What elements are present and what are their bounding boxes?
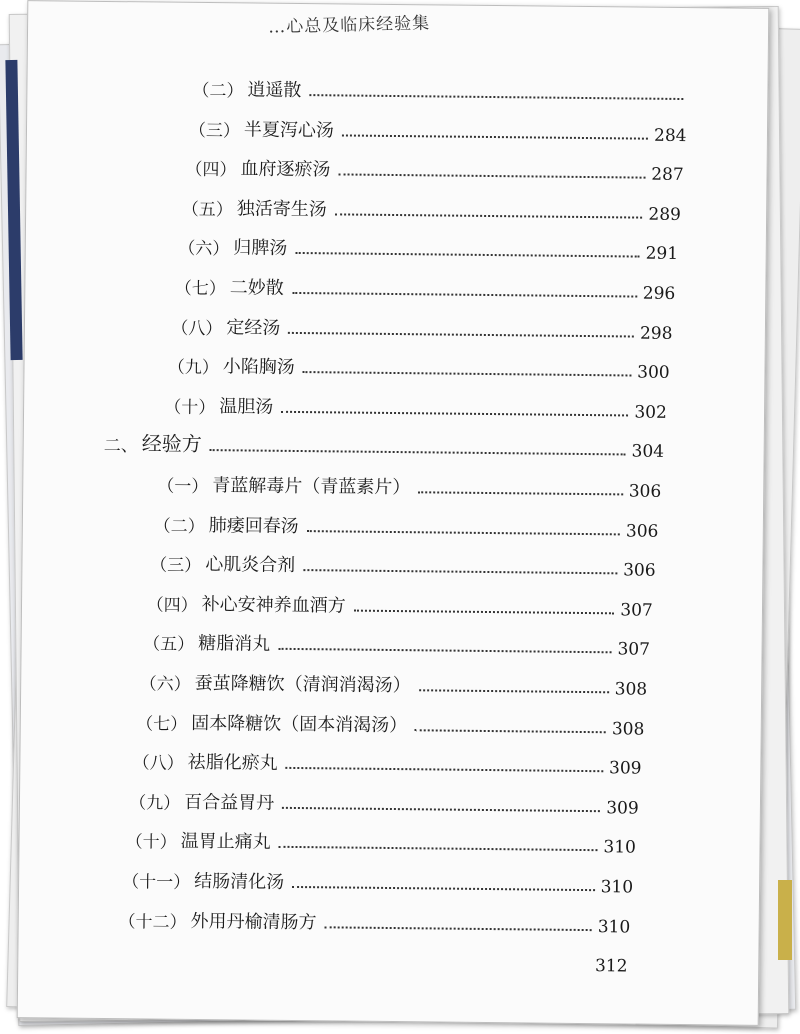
toc-page (17, 0, 770, 1026)
toc-entry-row (150, 546, 656, 581)
toc-page-number: 300 (637, 362, 670, 384)
toc-page-number: 306 (628, 481, 662, 502)
dot-leader (342, 133, 648, 139)
dot-leader (307, 529, 620, 535)
toc-entry-number: （六） (178, 239, 230, 260)
dot-leader (292, 885, 595, 891)
toc-entry-title: 蚕茧降糖饮（清润消渴汤） (194, 672, 411, 697)
book-cover-edge (778, 880, 792, 960)
toc-page-number: 308 (611, 718, 645, 740)
toc-entry-title: 祛脂化瘀丸 (187, 752, 278, 774)
dot-leader (279, 845, 598, 851)
toc-entry-row (171, 308, 672, 343)
toc-entry-title: 独活寄生汤 (236, 198, 327, 221)
toc-entry-title: 外用丹榆清肠方 (190, 910, 317, 933)
dot-leader (288, 330, 634, 337)
toc-page-number: 310 (603, 837, 637, 858)
toc-entry-number: （十） (164, 397, 216, 418)
toc-entry-title: 心肌炎合剂 (205, 554, 296, 577)
toc-entry-number: （五） (181, 199, 233, 221)
toc-page-number: 306 (623, 560, 656, 581)
toc-entry-number: （四） (185, 159, 237, 181)
dot-leader (282, 806, 600, 812)
toc-entry-number: （三） (150, 555, 202, 577)
toc-page-number: 309 (608, 758, 642, 779)
toc-entry-row (143, 625, 650, 660)
toc-entry-row (133, 743, 642, 778)
toc-entry-title: 糖脂消丸 (198, 633, 271, 656)
toc-entry-row (178, 229, 678, 264)
dot-leader (325, 925, 592, 931)
toc-entry-title: 温胆汤 (219, 395, 274, 418)
toc-entry-row (164, 387, 667, 422)
toc-entry-number: （一） (157, 476, 209, 498)
toc-entry-row (147, 585, 653, 620)
table-of-contents (28, 69, 768, 977)
toc-entry-number: （七） (136, 713, 188, 735)
toc-entry-row (189, 110, 687, 145)
toc-entry-row (122, 862, 633, 897)
toc-entry-number: （十） (125, 832, 177, 854)
toc-section-row (104, 426, 665, 462)
toc-entry-number: （九） (129, 793, 181, 814)
toc-entry-number: （九） (167, 357, 219, 379)
dot-leader (419, 688, 609, 693)
toc-entry-number: （六） (139, 674, 191, 695)
dot-leader (278, 647, 611, 653)
toc-entry-number: （二） (153, 516, 205, 537)
dot-leader (415, 728, 606, 733)
toc-entry-title: 归脾汤 (233, 237, 288, 260)
toc-entry-row (182, 190, 681, 225)
toc-page-number: 302 (634, 402, 667, 423)
toc-entry-number: （十一） (122, 872, 191, 893)
dot-leader (309, 93, 683, 100)
toc-entry-number: （七） (174, 278, 226, 300)
dot-leader (295, 251, 639, 258)
toc-entry-row (136, 704, 644, 739)
running-header: …心总及临床经验集 (267, 13, 431, 38)
dot-leader (335, 212, 643, 218)
dot-leader (286, 766, 603, 772)
toc-entry-number: （五） (143, 634, 195, 656)
dot-leader (281, 410, 628, 417)
dot-leader (292, 291, 637, 298)
toc-page-number: 307 (617, 639, 651, 661)
dot-leader (354, 608, 615, 614)
toc-entry-number: （三） (188, 120, 240, 141)
toc-entry-row (126, 823, 637, 858)
toc-entry-row (129, 783, 639, 818)
toc-entry-title: 青蓝解毒片（青蓝素片） (212, 475, 411, 499)
dot-leader (303, 370, 631, 376)
toc-page-number: 291 (645, 244, 679, 265)
toc-entry-row (157, 467, 661, 502)
toc-entry-title: 温胃止痛丸 (180, 831, 271, 854)
toc-page-number: 296 (642, 283, 676, 304)
toc-entry-number: （八） (171, 318, 223, 339)
toc-page-number: 289 (648, 204, 682, 225)
toc-entry-title: 百合益胃丹 (184, 791, 275, 814)
toc-page-number: 309 (606, 798, 639, 819)
toc-entry-number: （八） (132, 753, 184, 775)
toc-entry-title: 固本降糖饮（固本消渴汤） (191, 712, 408, 736)
toc-entry-row (192, 71, 689, 106)
toc-page-number: 306 (625, 521, 659, 542)
dot-leader (418, 490, 623, 495)
toc-entry-title: 经验方 (141, 431, 202, 457)
toc-entry-title: 肺痿回春汤 (208, 514, 299, 537)
toc-entry-title: 定经汤 (226, 316, 281, 339)
toc-page-number: 310 (597, 916, 631, 938)
toc-entry-row (185, 150, 684, 185)
toc-page-number: 308 (614, 679, 648, 700)
dot-leader (338, 173, 645, 179)
toc-entry-number: 二、 (103, 436, 138, 457)
toc-entry-title: 半夏泻心汤 (243, 119, 335, 141)
dot-leader (210, 448, 626, 455)
toc-page-number: 310 (600, 877, 634, 898)
toc-page-number: 312 (594, 956, 628, 977)
toc-entry-title: 血府逐瘀汤 (240, 158, 331, 181)
toc-page-number: 307 (620, 600, 653, 621)
toc-entry-number: （十二） (118, 911, 187, 933)
toc-entry-row (175, 269, 676, 304)
toc-entry-number: （二） (192, 80, 244, 102)
toc-entry-title: 补心安神养血酒方 (201, 593, 346, 617)
toc-page-number: 284 (653, 125, 687, 146)
dot-leader (303, 568, 617, 574)
toc-page-number: 298 (639, 323, 673, 344)
toc-entry-title: 结肠清化汤 (194, 870, 285, 893)
toc-page-number: 304 (631, 441, 665, 463)
toc-entry-row (140, 664, 648, 699)
toc-entry-row (154, 506, 659, 541)
toc-page-number: 287 (651, 164, 684, 186)
toc-entry-row (168, 348, 670, 383)
toc-entry-row (118, 902, 630, 937)
toc-entry-row (115, 941, 628, 976)
toc-entry-title: 小陷胸汤 (222, 356, 295, 379)
toc-entry-title: 二妙散 (229, 277, 284, 299)
toc-entry-title: 逍遥散 (247, 79, 302, 102)
toc-entry-number: （四） (146, 595, 198, 616)
